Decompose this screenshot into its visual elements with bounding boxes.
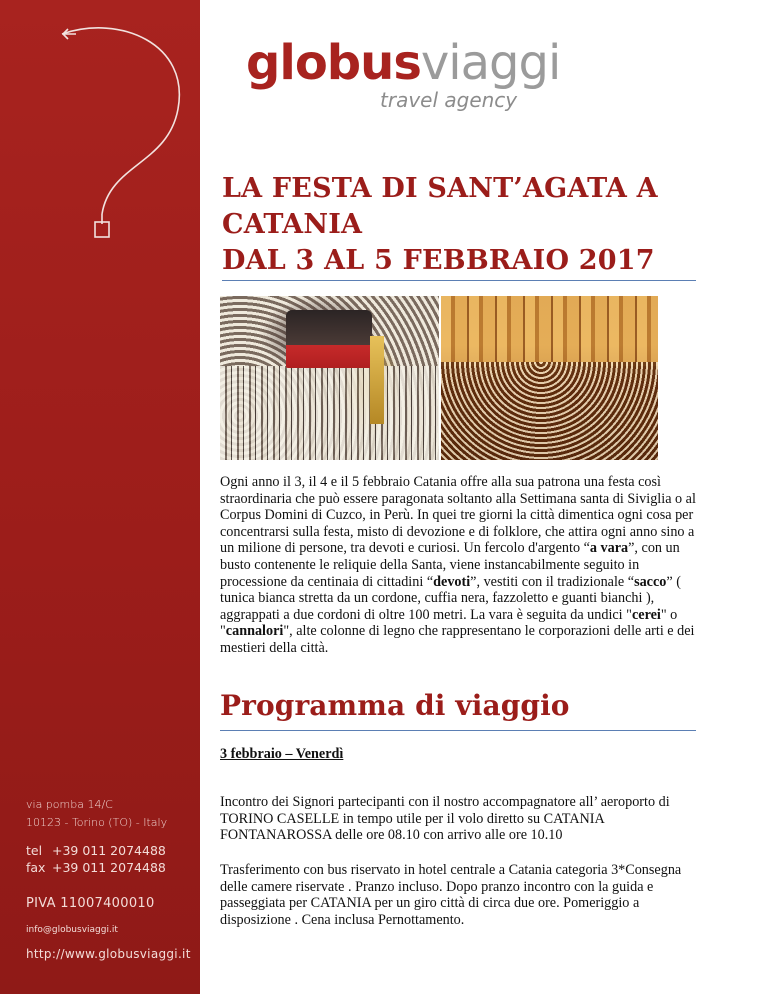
address-line-1: via pomba 14/C (26, 798, 113, 811)
address-line-2: 10123 - Torino (TO) - Italy (26, 816, 168, 829)
program-divider (220, 730, 696, 731)
vat-number: PIVA 11007400010 (26, 896, 155, 911)
contact-block (26, 796, 191, 961)
question-mark-icon (40, 14, 190, 254)
fax-number: +39 011 2074488 (52, 860, 166, 875)
phone-row (26, 842, 191, 876)
logo-tagline: travel agency (380, 88, 518, 112)
sidebar (0, 0, 200, 994)
company-logo (246, 35, 561, 112)
logo-wordmark (246, 36, 560, 90)
day1-paragraph-1: Incontro dei Signori partecipanti con il nostro accompagnatore all’ aeroporto di TORINO CASELLE in tempo utile per il volo diretto su CATANIA FONTANAROSSA delle ore 08.10 con arrivo alle ore 10.10 (220, 794, 670, 844)
night-crowd-photo (441, 296, 658, 460)
tel-label: tel (26, 843, 43, 858)
website-link[interactable]: http://www.globusviaggi.it (26, 947, 191, 961)
title-line-3: DAL 3 AL 5 FEBBRAIO 2017 (222, 245, 655, 276)
logo-part-viaggi: viaggi (420, 35, 561, 91)
vara-image (286, 310, 372, 368)
title-line-1: LA FESTA DI SANT’AGATA A (222, 173, 658, 204)
cero-image (370, 336, 384, 424)
email-link[interactable]: info@globusviaggi.it (26, 925, 118, 935)
day1-paragraph-2: Trasferimento con bus riservato in hotel centrale a Catania categoria 3*Consegna delle camere riservate . Pranzo incluso. Dopo pranzo incontro con la guida e passeggiata per CATANIA per un giro città di circa due ore. Pomeriggio a disposizione . Cena inclusa Pernottamento. (220, 862, 682, 928)
procession-photo (220, 296, 439, 460)
tel-number[interactable]: +39 011 2074488 (52, 843, 166, 858)
page-title (222, 171, 696, 279)
crowd-image (220, 366, 439, 460)
fax-label: fax (26, 860, 46, 875)
crowd-sea-image (441, 362, 658, 460)
festival-photo (220, 296, 658, 460)
buildings-image (441, 296, 658, 366)
intro-paragraph: Ogni anno il 3, il 4 e il 5 febbraio Catania offre alla sua patrona una festa così straordinaria che può essere paragonata soltanto alla Settimana santa di Siviglia o al Corpus Domini di Cuzco, in Perù. In quei tre giorni la città dimentica ogni cosa per concentrarsi sulla festa, misto di devozione e di folklore, che attira ogni anno sino a un milione di persone, tra devoti e curiosi. Un fercolo d'argento “a vara”, con un busto contenente le reliquie della Santa, viene instancabilmente seguito in processione da centinaia di cittadini “devoti”, vestiti con il tradizionale “sacco” ( tunica bianca stretta da un cordone, cuffia nera, fazzoletto e guanti bianchi ), aggrappati a due cordoni di oltre 100 metri. La vara è seguita da undici "cerei" o "cannalori", alte colonne di legno che rappresentano le corporazioni delle arti e dei mestieri della città. (220, 474, 696, 656)
title-line-2: CATANIA (222, 209, 363, 240)
title-divider (222, 280, 696, 281)
day-heading: 3 febbraio – Venerdì (220, 746, 344, 762)
logo-part-globus: globus (246, 35, 421, 91)
program-heading: Programma di viaggio (220, 689, 570, 722)
